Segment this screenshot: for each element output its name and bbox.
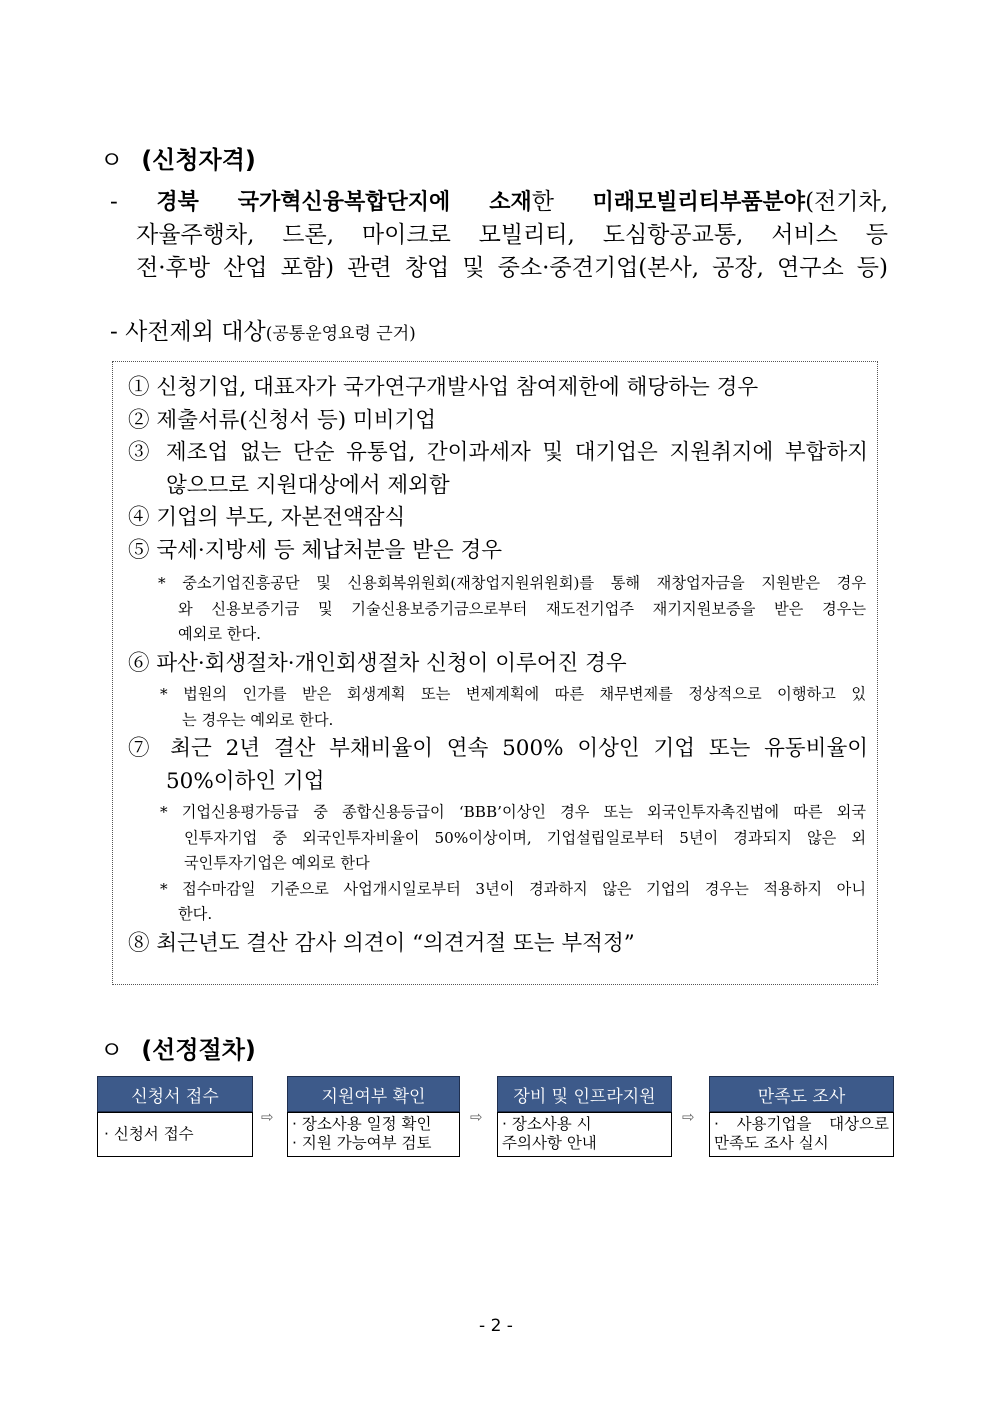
note-7b-line-2: 한다. (178, 905, 213, 923)
exclusion-item-3-line-1: ③ 제조업 없는 단순 유통업, 간이과세자 및 대기업은 지원취지에 부합하지 (128, 440, 868, 465)
exclusion-item-4: ④ 기업의 부도, 자본전액잠식 (128, 505, 406, 530)
flow-step-4-body (709, 1112, 894, 1157)
section-title-text: (신청자격) (141, 146, 256, 174)
note-5-line-2: 와 신용보증기금 및 기술신용보증기금으로부터 재도전기업주 재기지원보증을 받은 경우는 (178, 599, 866, 618)
eligibility-field: 미래모빌리티부품분야 (592, 190, 806, 215)
section-title-text: (선정절차) (141, 1036, 256, 1064)
flow-step-1-head: 신청서 접수 (97, 1076, 253, 1112)
exclusion-item-6: ⑥ 파산·회생절차·개인회생절차 신청이 이루어진 경우 (128, 650, 627, 676)
note-item-6 (160, 682, 866, 733)
section-bullet: ㅇ (100, 146, 124, 174)
exclusion-item-1: ① 신청기업, 대표자가 국가연구개발사업 참여제한에 해당하는 경우 (128, 375, 759, 400)
flow-step-2-head: 지원여부 확인 (287, 1076, 460, 1112)
note-7a-line-1: * 기업신용평가등급 중 종합신용등급이 ‘BBB’이상인 경우 또는 외국인투자촉진법에 따른 외국 (160, 803, 866, 821)
exclusion-item-7-line-1: ⑦ 최근 2년 결산 부채비율이 연속 500% 이상인 기업 또는 유동비율이 (128, 736, 868, 761)
eligibility-line-2: 자율주행차, 드론, 마이크로 모빌리티, 도심항공교통, 서비스 등 (136, 222, 888, 248)
flow-step-3-line-1: · 장소사용 시 (502, 1115, 592, 1133)
note-item-5 (158, 571, 866, 648)
note-6-line-2: 는 경우는 예외로 한다. (182, 710, 334, 729)
eligibility-location: 경북 국가혁신융복합단지에 소재 (156, 190, 532, 215)
note-7b-line-1: * 접수마감일 기준으로 사업개시일로부터 3년이 경과하지 않은 기업의 경우는 적용하지 아니 (160, 879, 866, 898)
exclusion-item-2: ② 제출서류(신청서 등) 미비기업 (128, 407, 437, 433)
note-7a-line-3: 국인투자기업은 예외로 한다 (184, 854, 370, 872)
note-7a-line-2: 인투자기업 중 외국인투자비율이 50%이상이며, 기업설립일로부터 5년이 경과되지 않은 외 (184, 828, 866, 847)
exclusion-list (128, 372, 868, 960)
exclusion-item-8: ⑧ 최근년도 결산 감사 의견이 “의견거절 또는 부적정” (128, 930, 635, 956)
flow-step-3-body (497, 1112, 672, 1157)
eligibility-connector: 한 (531, 189, 593, 215)
page-number: - 2 - (479, 1316, 513, 1336)
note-item-7b (160, 877, 866, 928)
flow-arrow-2: ⇨ (470, 1108, 483, 1126)
flow-step-3-line-2: 주의사항 안내 (502, 1134, 597, 1152)
section-bullet: ㅇ (100, 1036, 124, 1064)
exclusion-item-3-line-2: 않으므로 지원대상에서 제외함 (166, 472, 450, 498)
flow-step-1-body (97, 1112, 253, 1157)
flow-step-2-line-1: · 장소사용 일정 확인 (292, 1115, 432, 1133)
eligibility-line-1 (110, 186, 888, 219)
exclusion-basis: (공통운영요령 근거) (265, 324, 416, 344)
note-5-line-1: * 중소기업진흥공단 및 신용회복위원회(재창업지원위원회)를 통해 재창업자금을 지원받은 경우 (158, 574, 866, 592)
flow-step-4-line-2: 만족도 조사 실시 (714, 1134, 829, 1152)
flow-step-4-line-1: · 사용기업을 대상으로 (714, 1115, 889, 1133)
note-6-line-1: * 법원의 인가를 받은 회생계획 또는 변제계획에 따른 채무변제를 정상적으로 이행하고 있 (160, 685, 866, 703)
dash-marker: - (110, 319, 118, 345)
section-title-procedure (100, 1030, 256, 1065)
flow-step-4-head: 만족도 조사 (709, 1076, 894, 1112)
exclusion-item-5: ⑤ 국세·지방세 등 체납처분을 받은 경우 (128, 537, 503, 563)
flow-arrow-1: ⇨ (261, 1108, 274, 1126)
eligibility-line-3: 전·후방 산업 포함) 관련 창업 및 중소·중견기업(본사, 공장, 연구소 등) (136, 255, 888, 281)
note-item-7a (160, 800, 866, 877)
exclusion-label: 사전제외 대상 (125, 319, 266, 345)
eligibility-paragraph (110, 186, 888, 285)
note-5-line-3: 예외로 한다. (178, 625, 262, 643)
flow-step-2-body (287, 1112, 460, 1157)
flow-arrow-3: ⇨ (682, 1108, 695, 1126)
eligibility-examples-start: (전기차, (805, 189, 889, 215)
dash-marker: - (110, 189, 118, 215)
flow-step-3-head: 장비 및 인프라지원 (497, 1076, 672, 1112)
flow-step-2-line-2: · 지원 가능여부 검토 (292, 1134, 432, 1152)
exclusion-item-7-line-2: 50%이하인 기업 (166, 768, 325, 794)
flow-step-1-line-1: · 신청서 접수 (104, 1125, 194, 1143)
exclusion-heading (110, 316, 416, 351)
section-title-eligibility (100, 140, 256, 175)
